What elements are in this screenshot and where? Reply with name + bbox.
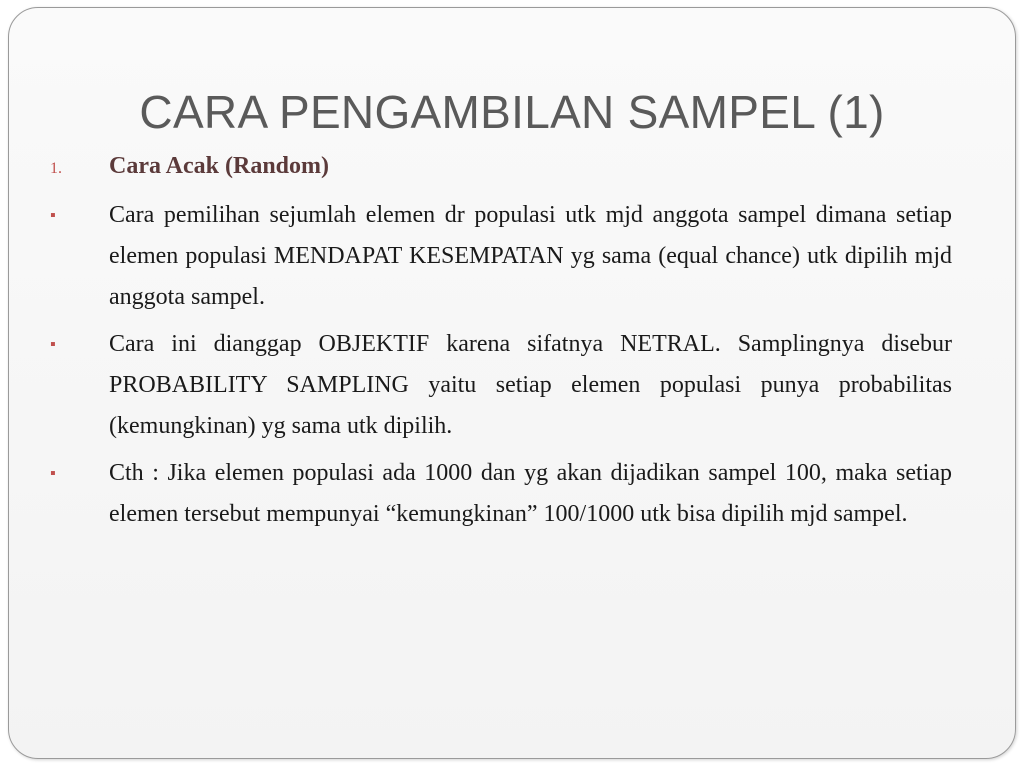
bullet-text: Cth : Jika elemen populasi ada 1000 dan yg akan dijadikan sampel 100, maka setiap elemen tersebut mempunyai “kemungkinan” 100/1000 utk bisa dipilih mjd sampel. <box>109 460 952 527</box>
square-bullet-icon: ▪ <box>50 336 56 353</box>
bullet-text: Cara pemilihan sejumlah elemen dr populasi utk mjd anggota sampel dimana setiap elemen populasi MENDAPAT KESEMPATAN yg sama (equal chance) utk dipilih mjd anggota sampel. <box>109 202 952 310</box>
numbered-item <box>50 146 952 189</box>
slide-body <box>50 146 952 535</box>
bullet-text: Cara ini dianggap OBJEKTIF karena sifatnya NETRAL. Samplingnya disebur PROBABILITY SAMPLING yaitu setiap elemen populasi punya probabilitas (kemungkinan) yg sama utk dipilih. <box>109 331 952 439</box>
numbered-item-text: Cara Acak (Random) <box>109 153 329 179</box>
bullet-item <box>50 195 952 318</box>
square-bullet-icon: ▪ <box>50 207 56 224</box>
slide-title: CARA PENGAMBILAN SAMPEL (1) <box>139 86 885 138</box>
list-number: 1. <box>50 160 62 177</box>
bullet-item <box>50 324 952 447</box>
square-bullet-icon: ▪ <box>50 465 56 482</box>
bullet-item <box>50 453 952 535</box>
